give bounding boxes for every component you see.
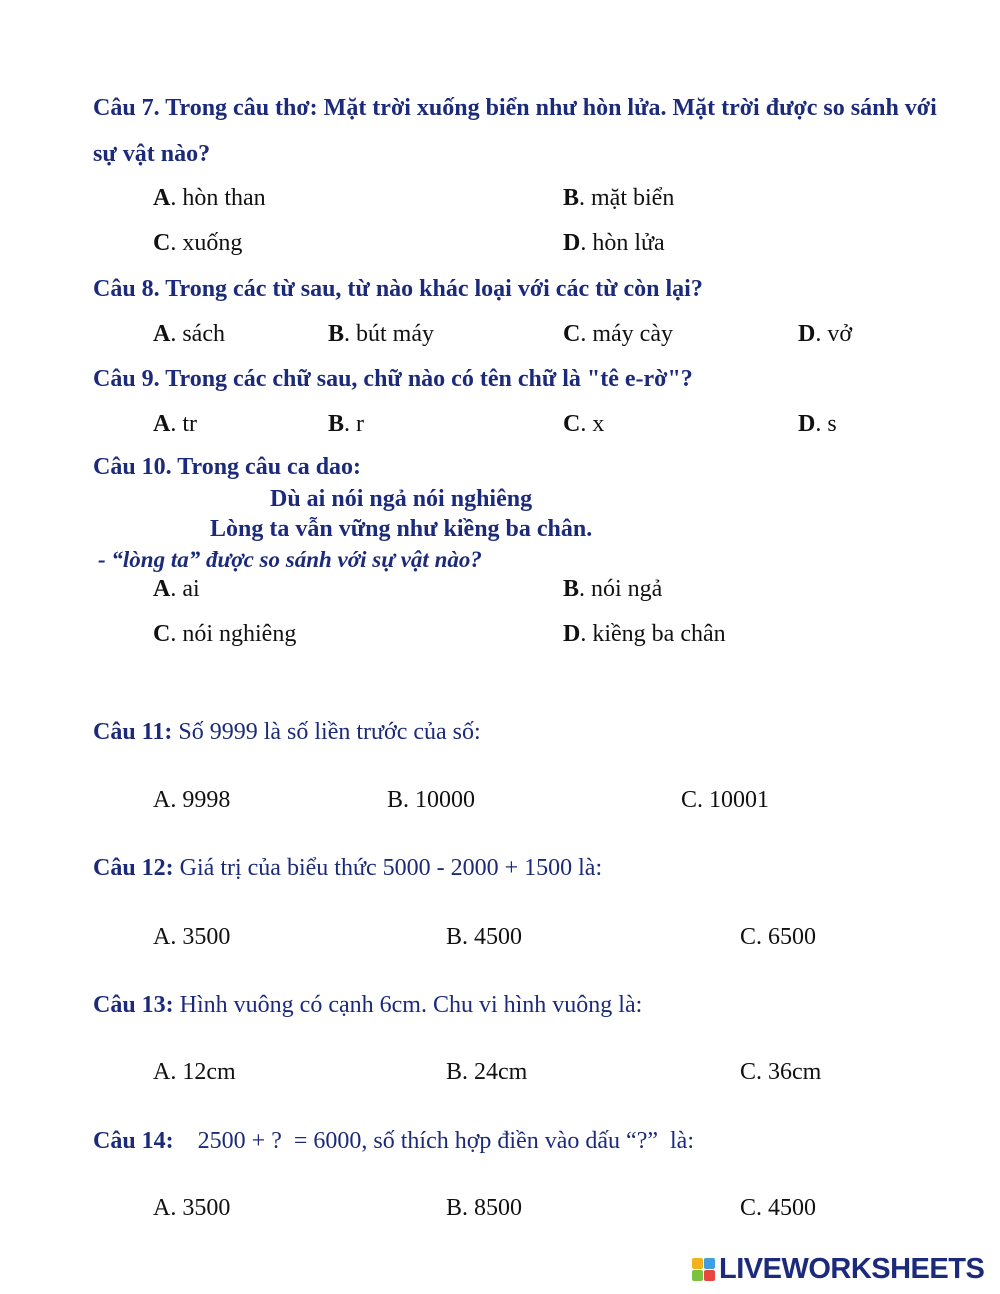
poem-line-1: Dù ai nói ngả nói nghiêng	[270, 486, 533, 512]
q13-option-a[interactable]: A. 12cm	[153, 1059, 236, 1085]
liveworksheets-logo-icon	[692, 1258, 715, 1281]
q7-option-b[interactable]: B. mặt biển	[563, 185, 675, 211]
q8-option-d[interactable]: D. vở	[798, 321, 853, 347]
question-14-text: 2500 + ? = 6000, số thích hợp điền vào dấu “?” là:	[173, 1128, 694, 1154]
q8-option-c[interactable]: C. máy cày	[563, 321, 673, 347]
poem-line-2: Lòng ta vẫn vững như kiềng ba chân.	[210, 516, 593, 542]
q9-option-c[interactable]: C. x	[563, 411, 605, 437]
q8-option-b[interactable]: B. bút máy	[328, 321, 435, 347]
q14-option-c[interactable]: C. 4500	[740, 1195, 817, 1221]
q9-option-d[interactable]: D. s	[798, 411, 837, 437]
q7-option-d[interactable]: D. hòn lửa	[563, 230, 665, 256]
question-11	[93, 717, 481, 747]
question-10-title: Câu 10. Trong câu ca dao:	[93, 454, 362, 480]
logo-square-4	[704, 1270, 715, 1281]
q10-option-a[interactable]: A. ai	[153, 576, 200, 602]
liveworksheets-logo	[692, 1252, 984, 1286]
question-13-label: Câu 13:	[93, 992, 174, 1018]
question-8-title: Câu 8. Trong các từ sau, từ nào khác loại với các từ còn lại?	[93, 276, 703, 302]
logo-square-1	[692, 1258, 703, 1269]
q11-option-c[interactable]: C. 10001	[681, 787, 770, 813]
question-9-title: Câu 9. Trong các chữ sau, chữ nào có tên chữ là "tê e-rờ"?	[93, 366, 693, 392]
q7-option-c[interactable]: C. xuống	[153, 230, 243, 256]
q11-option-b[interactable]: B. 10000	[387, 787, 476, 813]
q7-option-a[interactable]: A. hòn than	[153, 185, 266, 211]
q13-option-c[interactable]: C. 36cm	[740, 1059, 822, 1085]
q9-option-a[interactable]: A. tr	[153, 411, 198, 437]
question-12-label: Câu 12:	[93, 855, 174, 881]
q14-option-a[interactable]: A. 3500	[153, 1195, 231, 1221]
logo-square-2	[704, 1258, 715, 1269]
question-12-text: Giá trị của biểu thức 5000 - 2000 + 1500 là:	[173, 855, 603, 881]
q14-option-b[interactable]: B. 8500	[446, 1195, 523, 1221]
question-13-text: Hình vuông có cạnh 6cm. Chu vi hình vuông là:	[173, 992, 643, 1018]
question-13	[93, 990, 642, 1020]
question-7-title: Câu 7. Trong câu thơ: Mặt trời xuống biển như hòn lửa. Mặt trời được so sánh với sự vật nào?	[93, 95, 937, 167]
question-10-subquestion: - “lòng ta” được so sánh với sự vật nào?	[98, 547, 482, 572]
question-12	[93, 853, 602, 883]
q12-option-a[interactable]: A. 3500	[153, 924, 231, 950]
q8-option-a[interactable]: A. sách	[153, 321, 225, 347]
q13-option-b[interactable]: B. 24cm	[446, 1059, 528, 1085]
q9-option-b[interactable]: B. r	[328, 411, 365, 437]
question-11-label: Câu 11:	[93, 719, 173, 745]
q11-option-a[interactable]: A. 9998	[153, 787, 231, 813]
q12-option-c[interactable]: C. 6500	[740, 924, 817, 950]
question-11-text: Số 9999 là số liền trước của số:	[172, 719, 481, 745]
q10-option-d[interactable]: D. kiềng ba chân	[563, 621, 726, 647]
logo-square-3	[692, 1270, 703, 1281]
question-14	[93, 1126, 694, 1156]
q10-option-c[interactable]: C. nói nghiêng	[153, 621, 297, 647]
q10-option-b[interactable]: B. nói ngả	[563, 576, 663, 602]
q12-option-b[interactable]: B. 4500	[446, 924, 523, 950]
question-14-label: Câu 14:	[93, 1128, 174, 1154]
liveworksheets-logo-text: LIVEWORKSHEETS	[719, 1252, 985, 1285]
